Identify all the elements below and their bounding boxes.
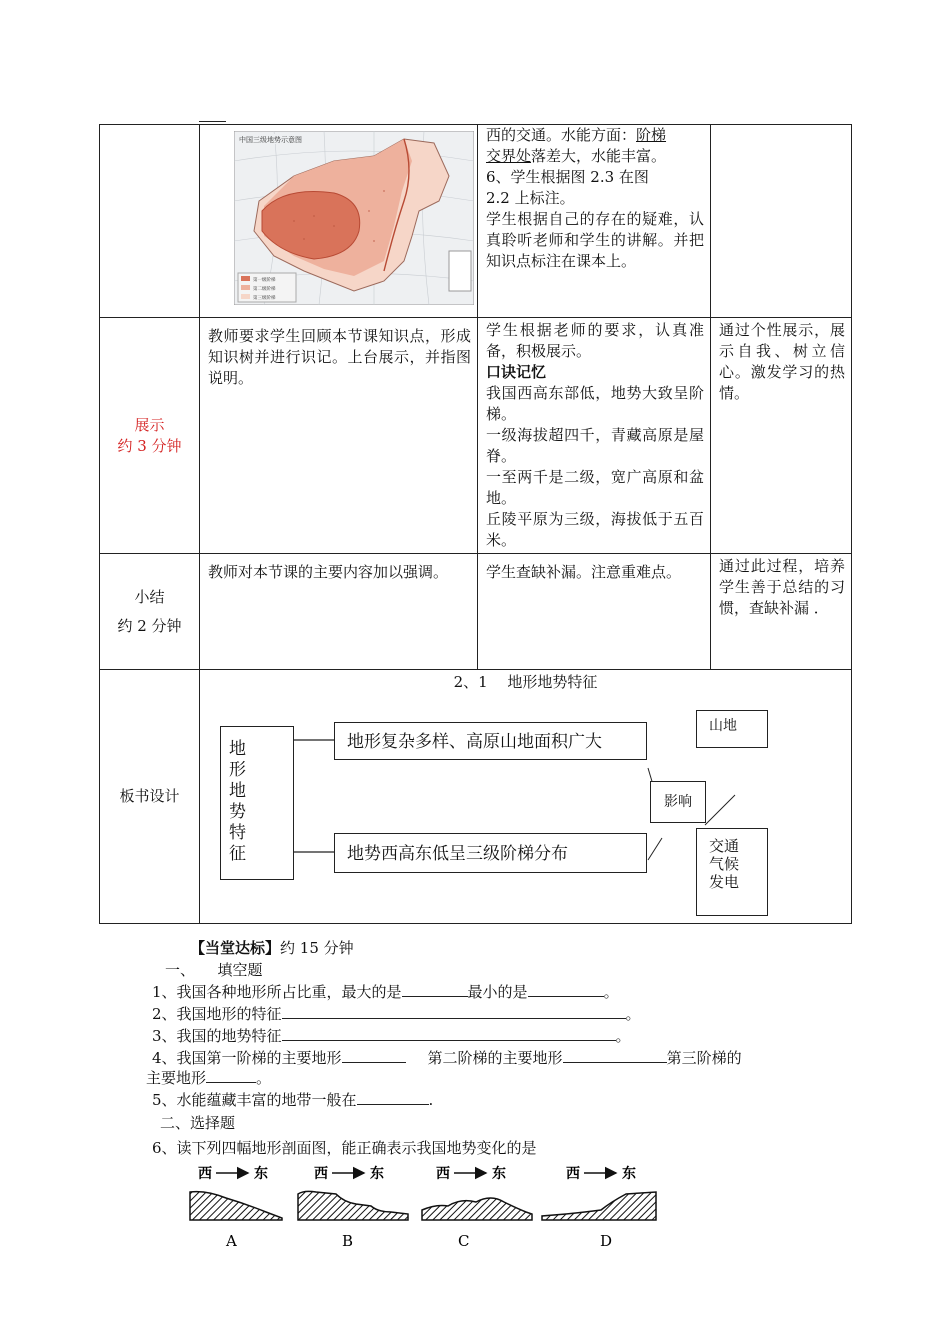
question-4 <box>152 1048 742 1068</box>
question-text: 。 <box>256 1069 272 1087</box>
answer-blank[interactable] <box>282 1026 616 1041</box>
underlined-text: 交界处 <box>486 147 532 165</box>
question-6: 6、读下列四幅地形剖面图，能正确表示我国地势变化的是 <box>152 1139 537 1157</box>
question-text: 2、我国地形的特征 <box>152 1005 282 1023</box>
stage-label: 小结 <box>134 587 165 606</box>
answer-blank[interactable] <box>282 1004 626 1019</box>
profile-label: D <box>600 1232 613 1250</box>
profile-c <box>422 1165 532 1250</box>
table-row <box>100 670 852 924</box>
answer-blank[interactable] <box>206 1068 256 1083</box>
answer-blank[interactable] <box>342 1048 406 1063</box>
text: 学生根据自己的存在的疑难，认真聆听老师和学生的讲解。并把知识点标注在课本上。 <box>486 210 704 270</box>
text: 2.2 上标注。 <box>486 189 575 207</box>
answer-blank[interactable] <box>357 1090 429 1105</box>
question-text: 。 <box>625 1005 641 1023</box>
stage-time: 约 3 分钟 <box>117 436 182 455</box>
question-text: 最小的是 <box>467 983 528 1001</box>
profile-a <box>190 1165 282 1250</box>
stage-cell <box>100 670 200 924</box>
question-text: 。 <box>615 1027 631 1045</box>
question-5 <box>152 1090 433 1110</box>
text: 西的交通。水能方面： <box>486 126 637 144</box>
board-title: 2、1 地形地势特征 <box>453 673 598 691</box>
intent-text: 通过此过程，培养学生善于总结的习惯，查缺补漏 ． <box>719 557 845 617</box>
answer-blank[interactable] <box>563 1048 667 1063</box>
board-diagram <box>200 670 851 922</box>
quiz-heading-time: 约 15 分钟 <box>280 939 354 957</box>
legend-item: 第三级阶梯 <box>253 296 276 301</box>
quiz-heading-text: 【当堂达标】 <box>190 939 281 957</box>
china-terrain-map <box>234 131 474 305</box>
west-label: 西 <box>566 1166 580 1182</box>
intent-cell <box>711 125 852 318</box>
slope-feature-box: 地势西高东低呈三级阶梯分布 <box>334 833 647 873</box>
west-label: 西 <box>436 1166 450 1182</box>
quiz-heading <box>190 938 354 958</box>
effects-box: 交通 气候 发电 <box>696 828 768 916</box>
question-text: 第三阶梯的 <box>666 1049 742 1067</box>
stage-cell <box>100 125 200 318</box>
profile-label: B <box>342 1232 354 1250</box>
east-label: 东 <box>370 1166 384 1182</box>
teacher-activity-cell <box>200 554 478 670</box>
terrain-map-image <box>234 131 474 305</box>
influence-box: 影响 <box>650 781 706 823</box>
west-label: 西 <box>314 1166 328 1182</box>
table-row <box>100 554 852 670</box>
student-activity-cell <box>478 125 711 318</box>
intent-cell <box>711 318 852 554</box>
question-text: 1、我国各种地形所占比重，最大的是 <box>152 983 402 1001</box>
text: 落差大，水能丰富。 <box>531 147 667 165</box>
underlined-text: 阶梯 <box>636 126 667 144</box>
question-text: . <box>428 1091 434 1109</box>
stage-cell <box>100 554 200 670</box>
intent-text: 通过个性展示，展示自我、树立信心。激发学习的热情。 <box>719 321 845 402</box>
header-line-stub <box>199 121 226 122</box>
stage-time: 约 2 分钟 <box>117 616 182 635</box>
profile-label: C <box>458 1232 470 1250</box>
profile-diagrams <box>186 1162 666 1254</box>
question-text: 5、水能蕴藏丰富的地带一般在 <box>152 1091 357 1109</box>
stage-label: 板书设计 <box>119 787 180 805</box>
section-heading: 一、 填空题 <box>165 961 263 979</box>
intent-cell <box>711 554 852 670</box>
student-activity-cell <box>478 318 711 554</box>
answer-blank[interactable] <box>528 982 604 997</box>
student-text: 学生查缺补漏。注意重难点。 <box>486 563 682 581</box>
board-left-text: 地 形 地 势 特 征 <box>229 739 246 864</box>
question-text: 第二阶梯的主要地形 <box>427 1049 563 1067</box>
east-label: 东 <box>622 1166 636 1182</box>
stage-label: 展示 <box>134 415 165 434</box>
mnemonic-title: 口诀记忆 <box>486 363 547 381</box>
teacher-activity-cell <box>200 318 478 554</box>
question-text: 。 <box>603 983 619 1001</box>
mnemonic-line: 一至两千是二级，宽广高原和盆地。 <box>486 468 704 507</box>
stage-cell <box>100 318 200 554</box>
mnemonic-line: 我国西高东部低，地势大致呈阶梯。 <box>486 384 704 423</box>
profile-label: A <box>226 1232 237 1250</box>
table-row <box>100 125 852 318</box>
legend-item: 第一级阶梯 <box>253 278 276 283</box>
lesson-table <box>99 124 852 924</box>
board-design-cell <box>200 670 852 924</box>
question-text: 4、我国第一阶梯的主要地形 <box>152 1049 342 1067</box>
map-cell <box>200 125 478 318</box>
student-text: 学生根据老师的要求，认真准备，积极展示。 <box>486 321 704 360</box>
section-heading: 二、选择题 <box>160 1114 236 1132</box>
teacher-text: 教师对本节课的主要内容加以强调。 <box>208 563 449 581</box>
question-3 <box>152 1026 631 1046</box>
text: 6、学生根据图 2.3 在图 <box>486 168 649 186</box>
table-row <box>100 318 852 554</box>
terrain-feature-box: 地形复杂多样、高原山地面积广大 <box>334 722 647 760</box>
answer-blank[interactable] <box>402 982 468 997</box>
question-4-cont <box>146 1068 271 1088</box>
west-label: 西 <box>198 1166 212 1182</box>
board-left-box <box>220 726 294 880</box>
question-1 <box>152 982 619 1002</box>
mnemonic-line: 丘陵平原为三级，海拔低于五百米。 <box>486 510 704 549</box>
question-text: 3、我国的地势特征 <box>152 1027 282 1045</box>
question-text: 主要地形 <box>146 1069 207 1087</box>
legend-item: 第二级阶梯 <box>253 287 276 292</box>
map-title: 中国三级地势示意图 <box>239 136 302 144</box>
teacher-text: 教师要求学生回顾本节课知识点，形成知识树并进行识记。上台展示，并指图说明。 <box>208 327 471 387</box>
profile-b <box>298 1165 408 1250</box>
student-activity-cell <box>478 554 711 670</box>
profile-d <box>542 1165 656 1250</box>
mountain-box: 山地 <box>696 710 768 748</box>
east-label: 东 <box>254 1166 268 1182</box>
east-label: 东 <box>492 1166 506 1182</box>
question-2 <box>152 1004 641 1024</box>
mnemonic-line: 一级海拔超四千，青藏高原是屋脊。 <box>486 426 704 465</box>
